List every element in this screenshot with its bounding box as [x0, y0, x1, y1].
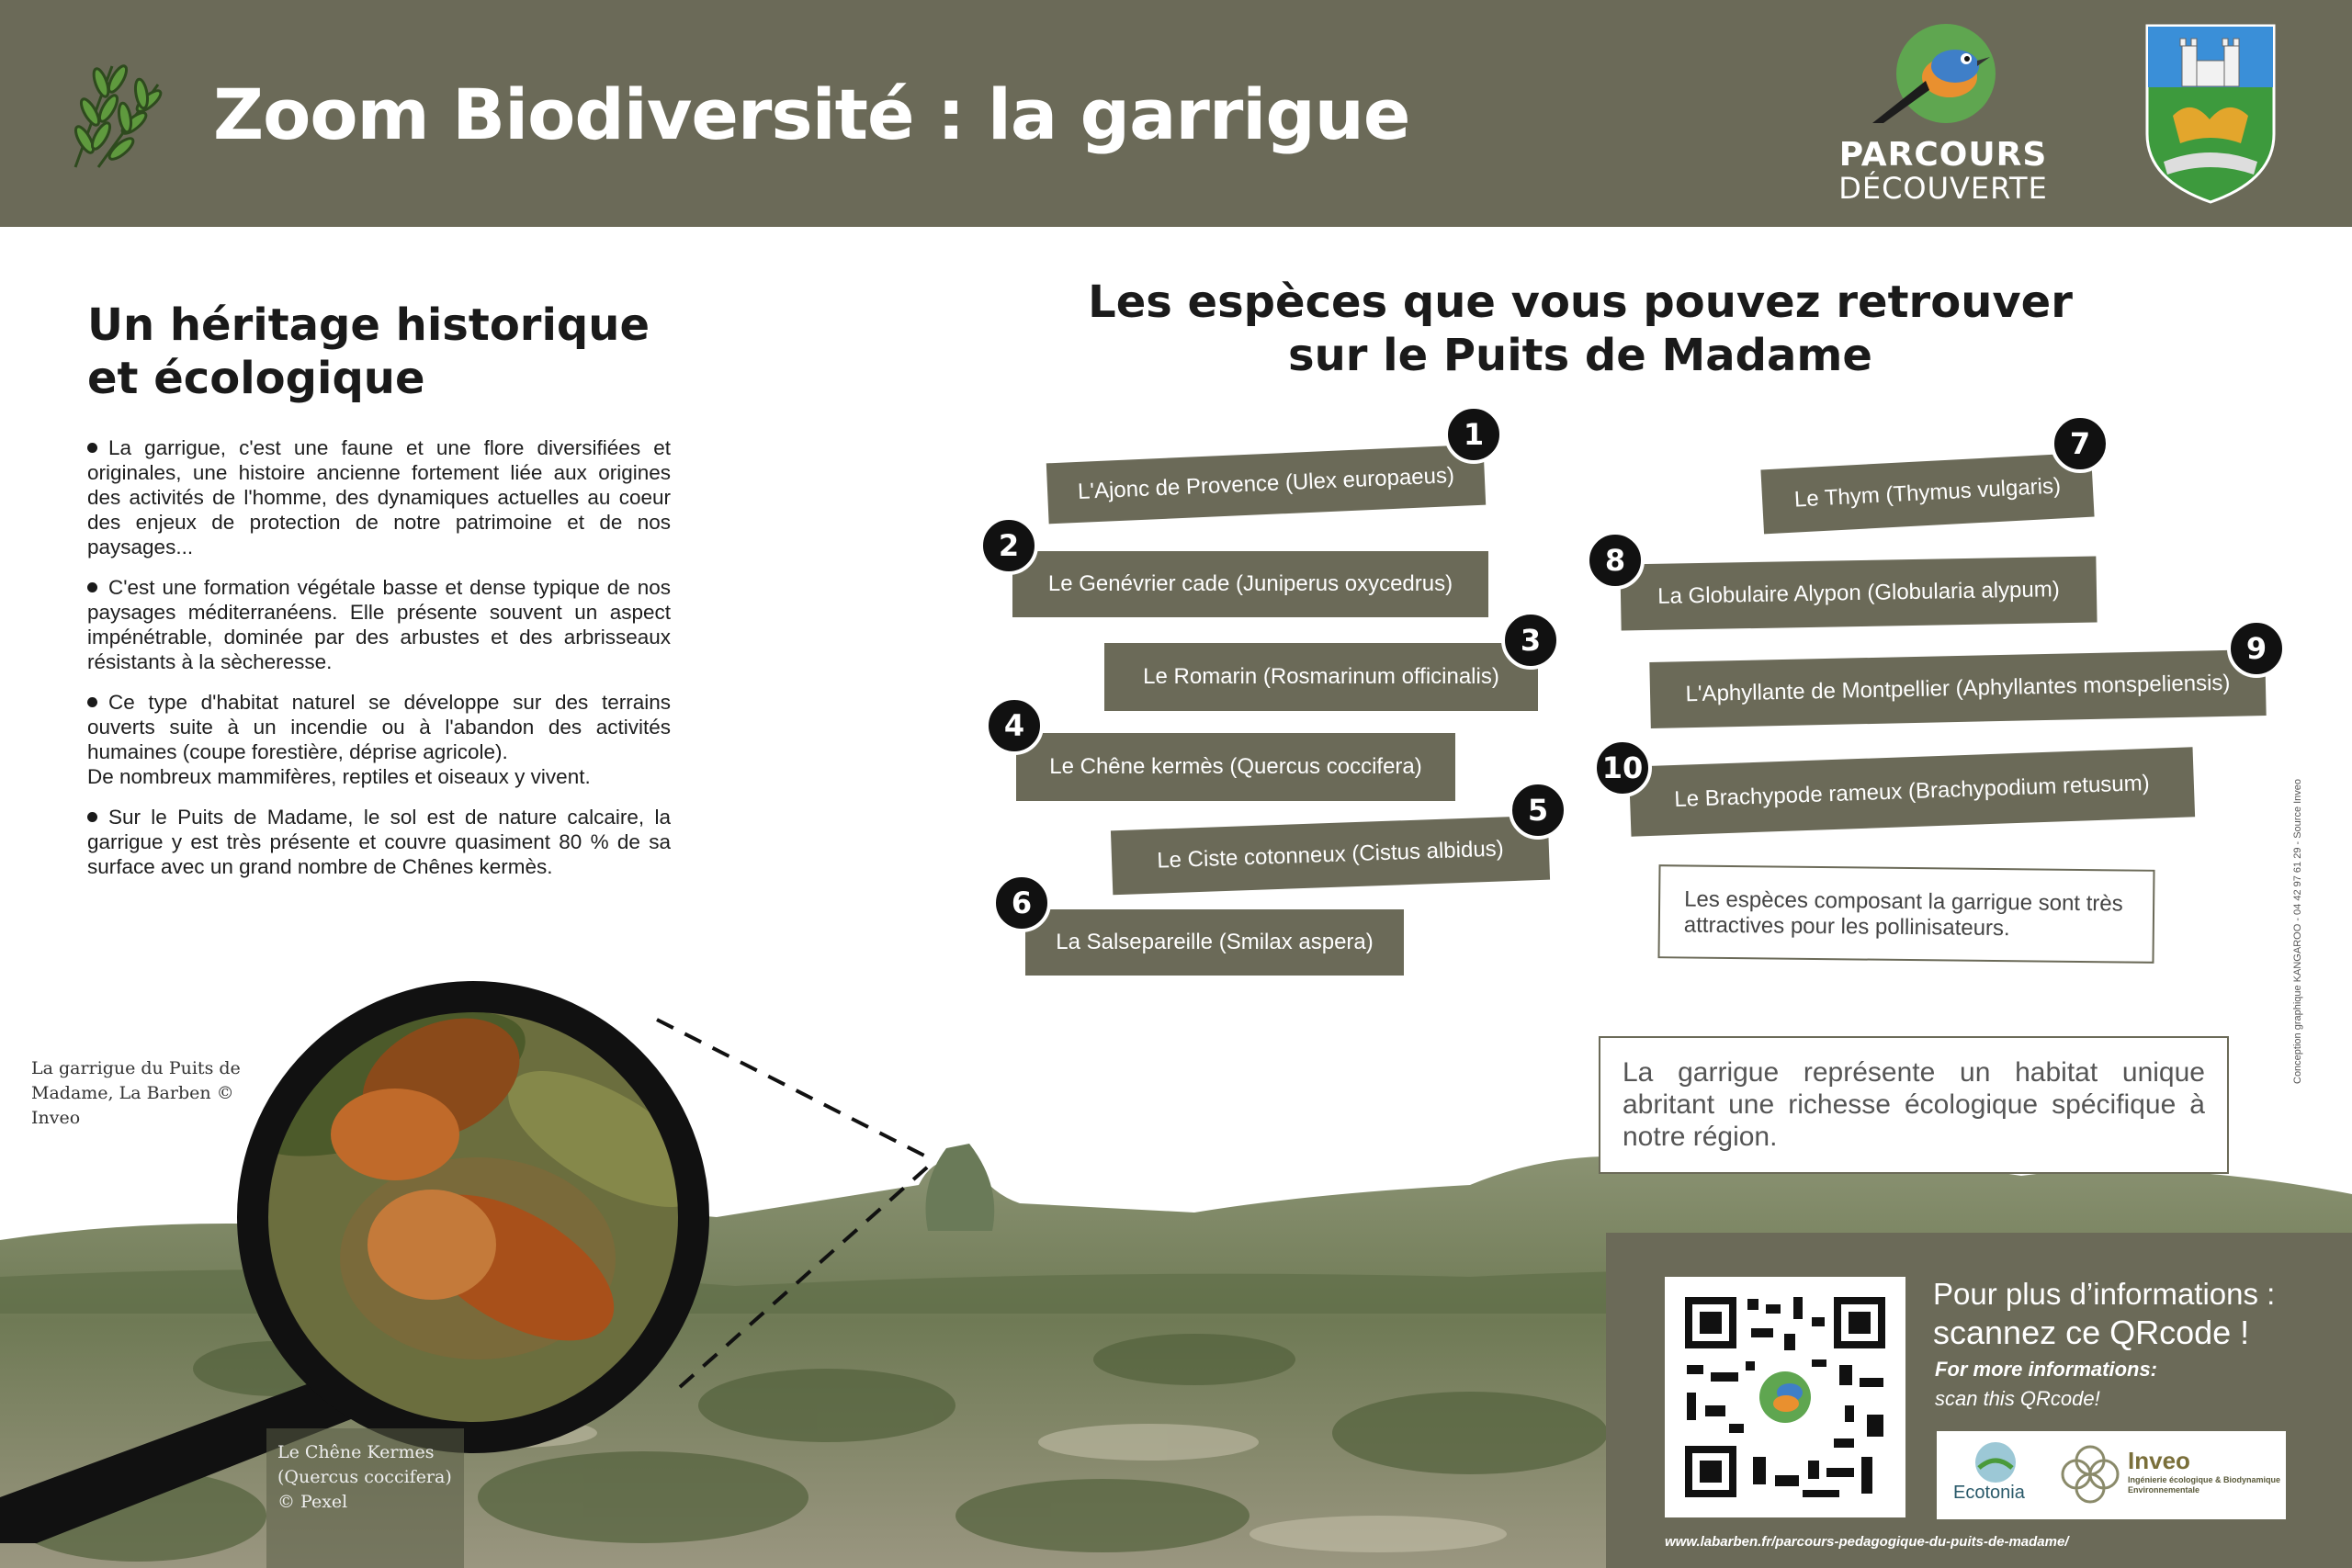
bullet-icon — [87, 812, 97, 822]
info-english-line2: scan this QRcode! — [1935, 1387, 2100, 1410]
species-title-line1: Les espèces que vous pouvez retrouver — [1088, 276, 2073, 328]
species-tag-7: Le Thym (Thymus vulgaris) — [1760, 453, 2094, 535]
page-title: Zoom Biodiversité : la garrigue — [213, 73, 1410, 155]
heritage-paragraph: Ce type d'habitat naturel se développe sur des terrains ouverts suite à un incendie ou à l'abandon des activités humaines (coupe forestière, déprise agricole). De nombreux mammifères, reptiles et oiseaux y vivent. — [87, 691, 671, 788]
heritage-title-line2: et écologique — [87, 353, 425, 404]
bullet-icon — [87, 697, 97, 707]
rosemary-icon — [57, 48, 176, 176]
habitat-note: La garrigue représente un habitat unique abritant une richesse écologique spécifique à notre région. — [1599, 1036, 2229, 1174]
qr-code-icon — [1665, 1277, 1905, 1517]
species-tag-8: La Globulaire Alypon (Globularia alypum) — [1620, 556, 2097, 630]
species-tag-2: Le Genévrier cade (Juniperus oxycedrus) — [1012, 551, 1488, 617]
species-title-line2: sur le Puits de Madame — [1288, 330, 1872, 381]
partner-ecotonia: Ecotonia — [1953, 1483, 2025, 1503]
heritage-paragraph: Sur le Puits de Madame, le sol est de nature calcaire, la garrigue y est très présente et couvre quasiment 80 % de sa surface avec un grand nombre de Chênes kermès. — [87, 806, 671, 878]
species-number-badge-9: 9 — [2227, 619, 2286, 678]
species-tag-6: La Salsepareille (Smilax aspera) — [1025, 909, 1404, 976]
ecotonia-logo-icon — [1972, 1440, 2019, 1484]
species-number-badge-5: 5 — [1509, 781, 1567, 840]
heritage-paragraph: C'est une formation végétale basse et dense typique de nos paysages méditerranéens. Elle présente souvent un aspect impénétrable, dominée par des arbustes et des arbrisseaux résistants à la sècheresse. — [87, 576, 671, 673]
species-tag-4: Le Chêne kermès (Quercus coccifera) — [1016, 733, 1455, 801]
species-number-badge-4: 4 — [985, 696, 1044, 755]
info-title-line2: scannez ce QRcode ! — [1933, 1314, 2250, 1351]
website-link[interactable]: www.labarben.fr/parcours-pedagogique-du-puits-de-madame/ — [1665, 1534, 2069, 1550]
header-banner — [0, 0, 2352, 227]
inveo-logo-icon — [2056, 1440, 2124, 1508]
partner-inveo-tagline: Ingénierie écologique & Biodynamique Environnementale — [2128, 1475, 2281, 1495]
species-number-badge-8: 8 — [1586, 531, 1645, 590]
heritage-extra-line: De nombreux mammifères, reptiles et oiseaux y vivent. — [87, 765, 591, 788]
partner-inveo: Inveo — [2128, 1447, 2190, 1474]
brand-name: PARCOURS — [1838, 136, 2048, 174]
species-number-badge-7: 7 — [2051, 414, 2109, 473]
bird-logo-icon — [1865, 20, 2003, 130]
species-tag-5: Le Ciste cotonneux (Cistus albidus) — [1111, 816, 1550, 896]
photo-caption-garrigue: La garrigue du Puits de Madame, La Barben © Inveo — [31, 1058, 241, 1128]
info-english-line1: For more informations: — [1935, 1358, 2158, 1381]
species-tag-10: Le Brachypode rameux (Brachypodium retusum) — [1629, 747, 2195, 836]
heritage-title — [87, 299, 684, 405]
species-number-badge-2: 2 — [979, 516, 1038, 575]
species-number-badge-3: 3 — [1501, 611, 1560, 670]
info-title-line1: Pour plus d’informations : — [1933, 1277, 2276, 1311]
species-tag-9: L'Aphyllante de Montpellier (Aphyllantes monspeliensis) — [1649, 649, 2266, 728]
credits: Conception graphique KANGAROO - 04 42 97 61 29 - Source Inveo — [2292, 778, 2303, 1084]
photo-caption-chene: Le Chêne Kermes (Quercus coccifera) © Pexel — [277, 1442, 452, 1512]
heritage-list — [87, 435, 671, 895]
coat-of-arms-icon — [2145, 24, 2276, 204]
bullet-icon — [87, 582, 97, 592]
species-title — [1047, 276, 2113, 382]
qr-code[interactable] — [1665, 1277, 1905, 1517]
brand-subtitle: DÉCOUVERTE — [1838, 171, 2048, 206]
pollinators-note: Les espèces composant la garrigue sont très attractives pour les pollinisateurs. — [1657, 864, 2154, 964]
species-number-badge-1: 1 — [1444, 405, 1503, 464]
species-tag-3: Le Romarin (Rosmarinum officinalis) — [1104, 643, 1538, 711]
species-number-badge-6: 6 — [992, 874, 1051, 932]
species-number-badge-10: 10 — [1593, 739, 1652, 797]
heritage-paragraph: La garrigue, c'est une faune et une flore diversifiées et originales, une histoire ancienne fortement liée aux origines des activités de l'homme, des dynamiques actuelles au coeur des enjeux de protection de notre patrimoine et de nos paysages... — [87, 436, 671, 558]
heritage-title-line1: Un héritage historique — [87, 299, 650, 351]
bullet-icon — [87, 443, 97, 453]
species-tag-1: L'Ajonc de Provence (Ulex europaeus) — [1046, 445, 1486, 525]
magnifier-illustration — [0, 955, 1011, 1543]
